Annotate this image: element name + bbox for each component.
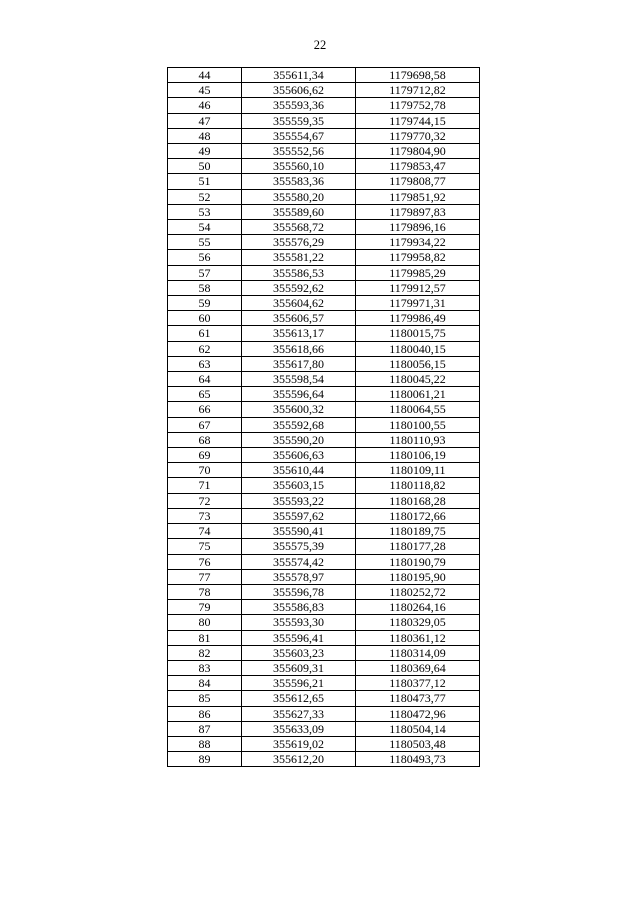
y-coordinate-cell: 1180361,12 [356, 630, 480, 645]
table-row [168, 296, 480, 311]
table-row [168, 341, 480, 356]
coordinates-table [167, 67, 480, 767]
y-coordinate-cell: 1180064,55 [356, 402, 480, 417]
table-row [168, 68, 480, 83]
y-coordinate-cell: 1180177,28 [356, 539, 480, 554]
point-number-cell: 70 [168, 463, 242, 478]
table-row [168, 144, 480, 159]
x-coordinate-cell: 355576,29 [242, 235, 356, 250]
y-coordinate-cell: 1179804,90 [356, 144, 480, 159]
point-number-cell: 55 [168, 235, 242, 250]
x-coordinate-cell: 355610,44 [242, 463, 356, 478]
table-row [168, 630, 480, 645]
x-coordinate-cell: 355611,34 [242, 68, 356, 83]
x-coordinate-cell: 355598,54 [242, 372, 356, 387]
y-coordinate-cell: 1180504,14 [356, 721, 480, 736]
point-number-cell: 69 [168, 448, 242, 463]
x-coordinate-cell: 355554,67 [242, 128, 356, 143]
table-row [168, 174, 480, 189]
table-row [168, 113, 480, 128]
table-row [168, 265, 480, 280]
y-coordinate-cell: 1179712,82 [356, 83, 480, 98]
table-row [168, 189, 480, 204]
x-coordinate-cell: 355590,41 [242, 524, 356, 539]
point-number-cell: 88 [168, 736, 242, 751]
table-row [168, 128, 480, 143]
y-coordinate-cell: 1179912,57 [356, 280, 480, 295]
point-number-cell: 84 [168, 676, 242, 691]
y-coordinate-cell: 1180106,19 [356, 448, 480, 463]
point-number-cell: 59 [168, 296, 242, 311]
table-row [168, 235, 480, 250]
table-row [168, 615, 480, 630]
table-row [168, 508, 480, 523]
x-coordinate-cell: 355613,17 [242, 326, 356, 341]
y-coordinate-cell: 1180473,77 [356, 691, 480, 706]
coordinates-table-body [168, 68, 480, 767]
y-coordinate-cell: 1180100,55 [356, 417, 480, 432]
point-number-cell: 66 [168, 402, 242, 417]
x-coordinate-cell: 355593,30 [242, 615, 356, 630]
point-number-cell: 51 [168, 174, 242, 189]
y-coordinate-cell: 1180015,75 [356, 326, 480, 341]
table-row [168, 220, 480, 235]
y-coordinate-cell: 1180264,16 [356, 600, 480, 615]
x-coordinate-cell: 355568,72 [242, 220, 356, 235]
point-number-cell: 54 [168, 220, 242, 235]
point-number-cell: 62 [168, 341, 242, 356]
y-coordinate-cell: 1180061,21 [356, 387, 480, 402]
x-coordinate-cell: 355612,65 [242, 691, 356, 706]
x-coordinate-cell: 355606,57 [242, 311, 356, 326]
x-coordinate-cell: 355575,39 [242, 539, 356, 554]
point-number-cell: 78 [168, 584, 242, 599]
x-coordinate-cell: 355559,35 [242, 113, 356, 128]
x-coordinate-cell: 355604,62 [242, 296, 356, 311]
y-coordinate-cell: 1180190,79 [356, 554, 480, 569]
x-coordinate-cell: 355592,68 [242, 417, 356, 432]
point-number-cell: 72 [168, 493, 242, 508]
point-number-cell: 46 [168, 98, 242, 113]
y-coordinate-cell: 1180109,11 [356, 463, 480, 478]
table-row [168, 554, 480, 569]
table-row [168, 676, 480, 691]
table-row [168, 372, 480, 387]
point-number-cell: 44 [168, 68, 242, 83]
x-coordinate-cell: 355596,41 [242, 630, 356, 645]
y-coordinate-cell: 1180110,93 [356, 432, 480, 447]
point-number-cell: 73 [168, 508, 242, 523]
point-number-cell: 68 [168, 432, 242, 447]
point-number-cell: 65 [168, 387, 242, 402]
y-coordinate-cell: 1179752,78 [356, 98, 480, 113]
point-number-cell: 67 [168, 417, 242, 432]
y-coordinate-cell: 1180314,09 [356, 645, 480, 660]
table-row [168, 326, 480, 341]
point-number-cell: 57 [168, 265, 242, 280]
x-coordinate-cell: 355633,09 [242, 721, 356, 736]
point-number-cell: 63 [168, 356, 242, 371]
y-coordinate-cell: 1179958,82 [356, 250, 480, 265]
table-row [168, 600, 480, 615]
y-coordinate-cell: 1180195,90 [356, 569, 480, 584]
x-coordinate-cell: 355583,36 [242, 174, 356, 189]
point-number-cell: 82 [168, 645, 242, 660]
x-coordinate-cell: 355586,53 [242, 265, 356, 280]
x-coordinate-cell: 355597,62 [242, 508, 356, 523]
y-coordinate-cell: 1179770,32 [356, 128, 480, 143]
y-coordinate-cell: 1179853,47 [356, 159, 480, 174]
page-number: 22 [313, 38, 327, 52]
x-coordinate-cell: 355560,10 [242, 159, 356, 174]
y-coordinate-cell: 1180189,75 [356, 524, 480, 539]
x-coordinate-cell: 355589,60 [242, 204, 356, 219]
y-coordinate-cell: 1179744,15 [356, 113, 480, 128]
x-coordinate-cell: 355627,33 [242, 706, 356, 721]
x-coordinate-cell: 355574,42 [242, 554, 356, 569]
x-coordinate-cell: 355612,20 [242, 752, 356, 767]
x-coordinate-cell: 355592,62 [242, 280, 356, 295]
x-coordinate-cell: 355593,22 [242, 493, 356, 508]
y-coordinate-cell: 1179971,31 [356, 296, 480, 311]
point-number-cell: 49 [168, 144, 242, 159]
x-coordinate-cell: 355609,31 [242, 660, 356, 675]
point-number-cell: 75 [168, 539, 242, 554]
x-coordinate-cell: 355578,97 [242, 569, 356, 584]
point-number-cell: 50 [168, 159, 242, 174]
x-coordinate-cell: 355619,02 [242, 736, 356, 751]
table-row [168, 432, 480, 447]
y-coordinate-cell: 1180329,05 [356, 615, 480, 630]
point-number-cell: 87 [168, 721, 242, 736]
table-row [168, 98, 480, 113]
y-coordinate-cell: 1180045,22 [356, 372, 480, 387]
y-coordinate-cell: 1179985,29 [356, 265, 480, 280]
table-row [168, 417, 480, 432]
point-number-cell: 86 [168, 706, 242, 721]
point-number-cell: 48 [168, 128, 242, 143]
table-row [168, 204, 480, 219]
y-coordinate-cell: 1180369,64 [356, 660, 480, 675]
y-coordinate-cell: 1180377,12 [356, 676, 480, 691]
y-coordinate-cell: 1180168,28 [356, 493, 480, 508]
x-coordinate-cell: 355586,83 [242, 600, 356, 615]
table-row [168, 569, 480, 584]
table-row [168, 721, 480, 736]
y-coordinate-cell: 1180172,66 [356, 508, 480, 523]
x-coordinate-cell: 355596,64 [242, 387, 356, 402]
point-number-cell: 71 [168, 478, 242, 493]
x-coordinate-cell: 355593,36 [242, 98, 356, 113]
y-coordinate-cell: 1179897,83 [356, 204, 480, 219]
table-row [168, 463, 480, 478]
table-row [168, 402, 480, 417]
point-number-cell: 53 [168, 204, 242, 219]
point-number-cell: 47 [168, 113, 242, 128]
table-row [168, 691, 480, 706]
y-coordinate-cell: 1179698,58 [356, 68, 480, 83]
x-coordinate-cell: 355580,20 [242, 189, 356, 204]
table-row [168, 524, 480, 539]
point-number-cell: 61 [168, 326, 242, 341]
x-coordinate-cell: 355617,80 [242, 356, 356, 371]
point-number-cell: 60 [168, 311, 242, 326]
point-number-cell: 77 [168, 569, 242, 584]
y-coordinate-cell: 1180118,82 [356, 478, 480, 493]
y-coordinate-cell: 1180472,96 [356, 706, 480, 721]
y-coordinate-cell: 1180040,15 [356, 341, 480, 356]
y-coordinate-cell: 1179986,49 [356, 311, 480, 326]
point-number-cell: 83 [168, 660, 242, 675]
table-row [168, 159, 480, 174]
table-row [168, 387, 480, 402]
x-coordinate-cell: 355552,56 [242, 144, 356, 159]
y-coordinate-cell: 1179808,77 [356, 174, 480, 189]
point-number-cell: 80 [168, 615, 242, 630]
x-coordinate-cell: 355596,78 [242, 584, 356, 599]
table-row [168, 280, 480, 295]
point-number-cell: 56 [168, 250, 242, 265]
x-coordinate-cell: 355590,20 [242, 432, 356, 447]
table-row [168, 584, 480, 599]
y-coordinate-cell: 1179851,92 [356, 189, 480, 204]
table-row [168, 311, 480, 326]
y-coordinate-cell: 1180503,48 [356, 736, 480, 751]
table-row [168, 539, 480, 554]
table-row [168, 645, 480, 660]
table-row [168, 752, 480, 767]
table-row [168, 478, 480, 493]
point-number-cell: 89 [168, 752, 242, 767]
table-row [168, 706, 480, 721]
point-number-cell: 85 [168, 691, 242, 706]
point-number-cell: 64 [168, 372, 242, 387]
point-number-cell: 52 [168, 189, 242, 204]
y-coordinate-cell: 1180493,73 [356, 752, 480, 767]
y-coordinate-cell: 1179934,22 [356, 235, 480, 250]
point-number-cell: 76 [168, 554, 242, 569]
table-row [168, 250, 480, 265]
point-number-cell: 79 [168, 600, 242, 615]
x-coordinate-cell: 355618,66 [242, 341, 356, 356]
x-coordinate-cell: 355600,32 [242, 402, 356, 417]
point-number-cell: 45 [168, 83, 242, 98]
y-coordinate-cell: 1179896,16 [356, 220, 480, 235]
table-row [168, 448, 480, 463]
x-coordinate-cell: 355606,63 [242, 448, 356, 463]
y-coordinate-cell: 1180056,15 [356, 356, 480, 371]
x-coordinate-cell: 355596,21 [242, 676, 356, 691]
x-coordinate-cell: 355581,22 [242, 250, 356, 265]
x-coordinate-cell: 355603,15 [242, 478, 356, 493]
table-row [168, 736, 480, 751]
table-row [168, 493, 480, 508]
point-number-cell: 81 [168, 630, 242, 645]
point-number-cell: 58 [168, 280, 242, 295]
x-coordinate-cell: 355603,23 [242, 645, 356, 660]
point-number-cell: 74 [168, 524, 242, 539]
x-coordinate-cell: 355606,62 [242, 83, 356, 98]
table-row [168, 83, 480, 98]
y-coordinate-cell: 1180252,72 [356, 584, 480, 599]
table-row [168, 356, 480, 371]
table-row [168, 660, 480, 675]
